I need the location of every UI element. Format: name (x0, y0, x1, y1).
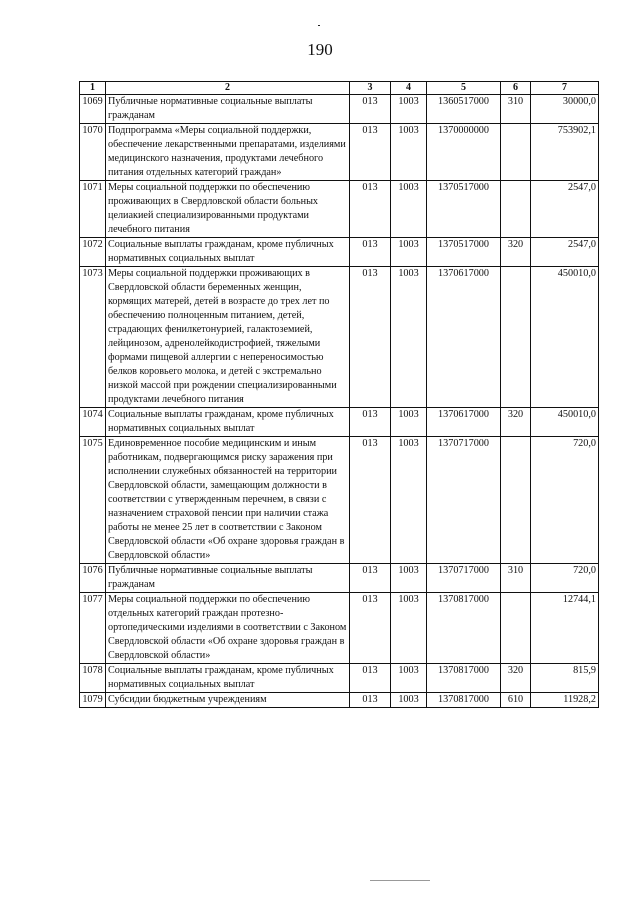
row-amount: 11928,2 (531, 693, 599, 708)
table-row (80, 181, 599, 238)
table-row (80, 693, 599, 708)
row-code-4: 1003 (391, 181, 427, 238)
row-code-5: 1370617000 (427, 408, 501, 437)
row-code-6 (501, 437, 531, 564)
row-code-4: 1003 (391, 664, 427, 693)
row-code-5: 1370817000 (427, 693, 501, 708)
row-code-4: 1003 (391, 95, 427, 124)
row-code-3: 013 (350, 693, 391, 708)
row-number: 1073 (80, 267, 106, 408)
table-row (80, 437, 599, 564)
table-row (80, 593, 599, 664)
table-row (80, 664, 599, 693)
row-name: Социальные выплаты гражданам, кроме публичных нормативных социальных выплат (106, 408, 350, 437)
row-number: 1078 (80, 664, 106, 693)
row-number: 1075 (80, 437, 106, 564)
row-number: 1076 (80, 564, 106, 593)
row-name: Социальные выплаты гражданам, кроме публичных нормативных социальных выплат (106, 238, 350, 267)
row-number: 1079 (80, 693, 106, 708)
row-code-5: 1370000000 (427, 124, 501, 181)
row-code-3: 013 (350, 181, 391, 238)
row-code-5: 1370617000 (427, 267, 501, 408)
row-code-3: 013 (350, 593, 391, 664)
row-code-4: 1003 (391, 124, 427, 181)
column-header-2: 2 (106, 82, 350, 95)
row-number: 1077 (80, 593, 106, 664)
row-code-3: 013 (350, 564, 391, 593)
row-code-5: 1370817000 (427, 593, 501, 664)
column-header-5: 5 (427, 82, 501, 95)
row-code-4: 1003 (391, 593, 427, 664)
row-name: Публичные нормативные социальные выплаты гражданам (106, 564, 350, 593)
scan-mark-bottom (370, 880, 430, 881)
row-amount: 720,0 (531, 437, 599, 564)
row-code-4: 1003 (391, 564, 427, 593)
budget-table (79, 81, 599, 708)
table-row (80, 267, 599, 408)
row-amount: 12744,1 (531, 593, 599, 664)
row-code-6: 320 (501, 408, 531, 437)
row-code-4: 1003 (391, 267, 427, 408)
row-code-5: 1370717000 (427, 437, 501, 564)
row-code-6: 320 (501, 238, 531, 267)
row-amount: 815,9 (531, 664, 599, 693)
row-code-3: 013 (350, 124, 391, 181)
row-code-3: 013 (350, 408, 391, 437)
row-name: Меры социальной поддержки по обеспечению отдельных категорий граждан протезно-ортопедическими изделиями в соответствии с Законом Свердловской области «Об охране здоровья граждан в Свердловской области» (106, 593, 350, 664)
row-amount: 753902,1 (531, 124, 599, 181)
scan-mark-top (318, 25, 320, 26)
row-code-4: 1003 (391, 437, 427, 564)
row-code-6 (501, 267, 531, 408)
row-number: 1074 (80, 408, 106, 437)
row-code-6 (501, 593, 531, 664)
row-code-4: 1003 (391, 408, 427, 437)
row-code-6 (501, 181, 531, 238)
row-code-3: 013 (350, 664, 391, 693)
row-code-3: 013 (350, 238, 391, 267)
row-number: 1070 (80, 124, 106, 181)
page-number: 190 (307, 40, 333, 59)
row-code-6: 610 (501, 693, 531, 708)
table-row (80, 95, 599, 124)
row-code-3: 013 (350, 95, 391, 124)
row-amount: 2547,0 (531, 238, 599, 267)
row-code-5: 1370817000 (427, 664, 501, 693)
row-amount: 2547,0 (531, 181, 599, 238)
row-name: Меры социальной поддержки по обеспечению проживающих в Свердловской области больных целиакией специализированными продуктами лечебного питания (106, 181, 350, 238)
row-name: Меры социальной поддержки проживающих в Свердловской области беременных женщин, кормящих матерей, детей в возрасте до трех лет по обеспечению полноценным питанием, детей, страдающих фенилкетонурией, галактоземией, лейцинозом, адренолейкодистрофией, тяжелыми формами пищевой аллергии с непереносимостью белков коровьего молока, и детей с экстремально низкой массой при рождении специализированными продуктами лечебного питания (106, 267, 350, 408)
column-header-1: 1 (80, 82, 106, 95)
row-code-5: 1360517000 (427, 95, 501, 124)
row-code-5: 1370717000 (427, 564, 501, 593)
row-name: Публичные нормативные социальные выплаты гражданам (106, 95, 350, 124)
row-number: 1071 (80, 181, 106, 238)
table-row (80, 238, 599, 267)
column-header-3: 3 (350, 82, 391, 95)
row-number: 1072 (80, 238, 106, 267)
row-amount: 30000,0 (531, 95, 599, 124)
row-code-6: 310 (501, 95, 531, 124)
header-row (80, 82, 599, 95)
row-code-3: 013 (350, 437, 391, 564)
row-code-5: 1370517000 (427, 238, 501, 267)
row-code-6 (501, 124, 531, 181)
column-header-4: 4 (391, 82, 427, 95)
row-name: Подпрограмма «Меры социальной поддержки, обеспечение лекарственными препаратами, изделиями медицинского назначения, продуктами лечебного питания отдельных категорий граждан» (106, 124, 350, 181)
row-name: Социальные выплаты гражданам, кроме публичных нормативных социальных выплат (106, 664, 350, 693)
table-row (80, 564, 599, 593)
row-code-6: 320 (501, 664, 531, 693)
row-code-6: 310 (501, 564, 531, 593)
row-code-3: 013 (350, 267, 391, 408)
column-header-6: 6 (501, 82, 531, 95)
row-name: Субсидии бюджетным учреждениям (106, 693, 350, 708)
row-number: 1069 (80, 95, 106, 124)
row-amount: 450010,0 (531, 267, 599, 408)
row-amount: 450010,0 (531, 408, 599, 437)
row-code-4: 1003 (391, 238, 427, 267)
row-code-4: 1003 (391, 693, 427, 708)
table-row (80, 408, 599, 437)
row-amount: 720,0 (531, 564, 599, 593)
row-code-5: 1370517000 (427, 181, 501, 238)
row-name: Единовременное пособие медицинским и иным работникам, подвергающимся риску заражения при исполнении служебных обязанностей на территории Свердловской области, замещающим должности в соответствии с утвержденным перечнем, в связи с назначением страховой пенсии при наличии стажа работы не менее 25 лет в соответствии с Законом Свердловской области «Об охране здоровья граждан в Свердловской области» (106, 437, 350, 564)
column-header-7: 7 (531, 82, 599, 95)
table-row (80, 124, 599, 181)
